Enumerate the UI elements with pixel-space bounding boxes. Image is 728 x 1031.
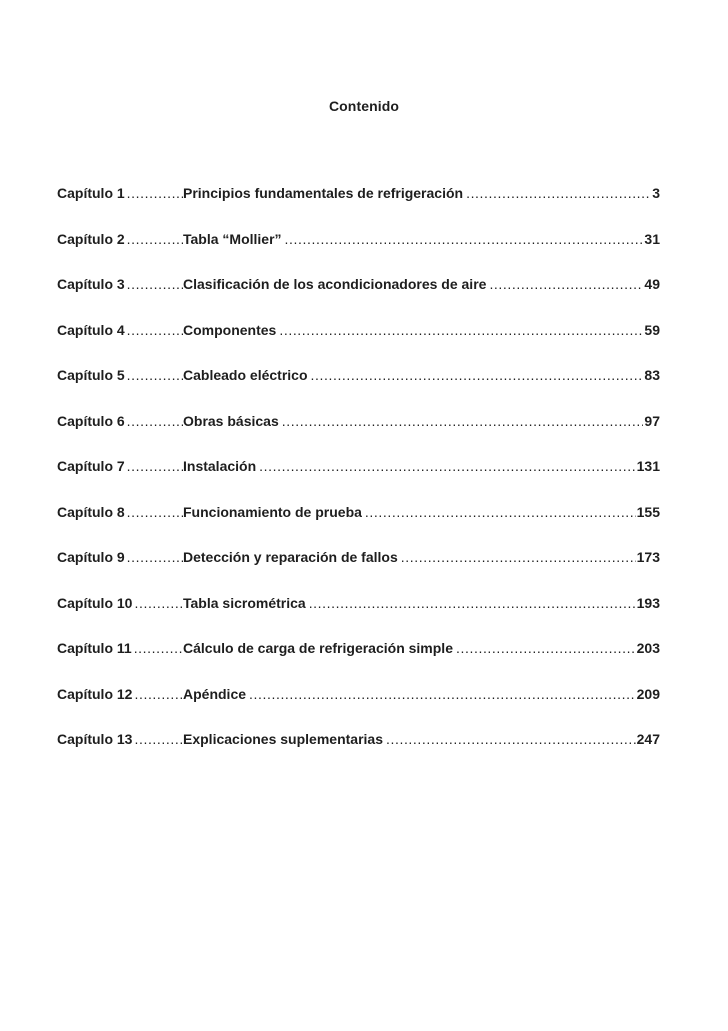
chapter-title: Tabla “Mollier”	[183, 230, 282, 247]
page-number: 131	[636, 458, 660, 474]
page-number: 193	[636, 594, 660, 611]
dot-leader	[134, 731, 183, 747]
chapter-title: Apéndice	[183, 685, 247, 702]
page-number: 59	[644, 321, 660, 338]
chapter-label: Capítulo 1	[57, 185, 125, 201]
chapter-title: Cálculo de carga de refrigeración simple	[183, 640, 453, 656]
dot-leader	[365, 504, 636, 520]
toc-entry[interactable]	[57, 413, 660, 459]
dot-leader	[401, 549, 636, 565]
chapter-title: Obras básicas	[183, 412, 279, 429]
dot-leader	[466, 185, 651, 201]
chapter-title: Componentes	[183, 321, 277, 338]
toc-entry[interactable]	[57, 185, 660, 231]
dot-leader	[259, 458, 636, 474]
chapter-title: Cableado eléctrico	[183, 367, 308, 383]
dot-leader	[386, 731, 636, 747]
chapter-label: Capítulo 11	[57, 640, 132, 656]
chapter-label: Capítulo 6	[57, 412, 125, 429]
toc-entry[interactable]	[57, 504, 660, 550]
toc-entry[interactable]	[57, 322, 660, 368]
page-title: Contenido	[328, 98, 400, 114]
toc-entry[interactable]	[57, 686, 660, 732]
chapter-title: Tabla sicrométrica	[183, 594, 306, 611]
chapter-title: Instalación	[183, 458, 257, 474]
dot-leader	[279, 322, 643, 338]
dot-leader	[127, 549, 183, 565]
toc-entry[interactable]	[57, 640, 660, 686]
chapter-label: Capítulo 13	[57, 731, 133, 747]
dot-leader	[311, 367, 644, 383]
page-number: 209	[636, 685, 660, 702]
page-number: 3	[652, 185, 660, 201]
dot-leader	[249, 686, 636, 702]
page-number: 203	[636, 640, 660, 656]
chapter-label: Capítulo 5	[57, 367, 125, 383]
dot-leader	[456, 640, 636, 656]
chapter-title: Detección y reparación de fallos	[183, 549, 398, 565]
chapter-title: Clasificación de los acondicionadores de aire	[183, 276, 487, 292]
toc-entry[interactable]	[57, 367, 660, 413]
dot-leader	[309, 595, 636, 611]
chapter-label: Capítulo 9	[57, 549, 125, 565]
chapter-title: Funcionamiento de prueba	[183, 503, 362, 520]
chapter-label: Capítulo 7	[57, 458, 125, 474]
dot-leader	[134, 595, 183, 611]
dot-leader	[127, 367, 183, 383]
dot-leader	[127, 504, 183, 520]
page-number: 247	[636, 731, 660, 747]
page-number: 97	[644, 412, 660, 429]
dot-leader	[285, 231, 644, 247]
chapter-label: Capítulo 2	[57, 230, 125, 247]
chapter-title: Explicaciones suplementarias	[183, 731, 383, 747]
dot-leader	[127, 458, 183, 474]
page-number: 155	[636, 503, 660, 520]
chapter-title: Principios fundamentales de refrigeración	[183, 185, 464, 201]
toc-entry[interactable]	[57, 276, 660, 322]
dot-leader	[134, 686, 183, 702]
table-of-contents	[57, 185, 660, 777]
dot-leader	[127, 413, 183, 429]
page-number: 49	[644, 276, 660, 292]
dot-leader	[134, 640, 183, 656]
chapter-label: Capítulo 3	[57, 276, 125, 292]
chapter-label: Capítulo 10	[57, 594, 133, 611]
dot-leader	[282, 413, 644, 429]
dot-leader	[127, 322, 183, 338]
page-number: 173	[636, 549, 660, 565]
page-number: 31	[644, 230, 660, 247]
dot-leader	[489, 276, 643, 292]
toc-entry[interactable]	[57, 549, 660, 595]
toc-entry[interactable]	[57, 458, 660, 504]
toc-entry[interactable]	[57, 595, 660, 641]
toc-entry[interactable]	[57, 731, 660, 777]
dot-leader	[127, 185, 183, 201]
toc-entry[interactable]	[57, 231, 660, 277]
dot-leader	[127, 231, 183, 247]
page-number: 83	[644, 367, 660, 383]
chapter-label: Capítulo 12	[57, 685, 133, 702]
chapter-label: Capítulo 4	[57, 321, 125, 338]
dot-leader	[127, 276, 183, 292]
chapter-label: Capítulo 8	[57, 503, 125, 520]
